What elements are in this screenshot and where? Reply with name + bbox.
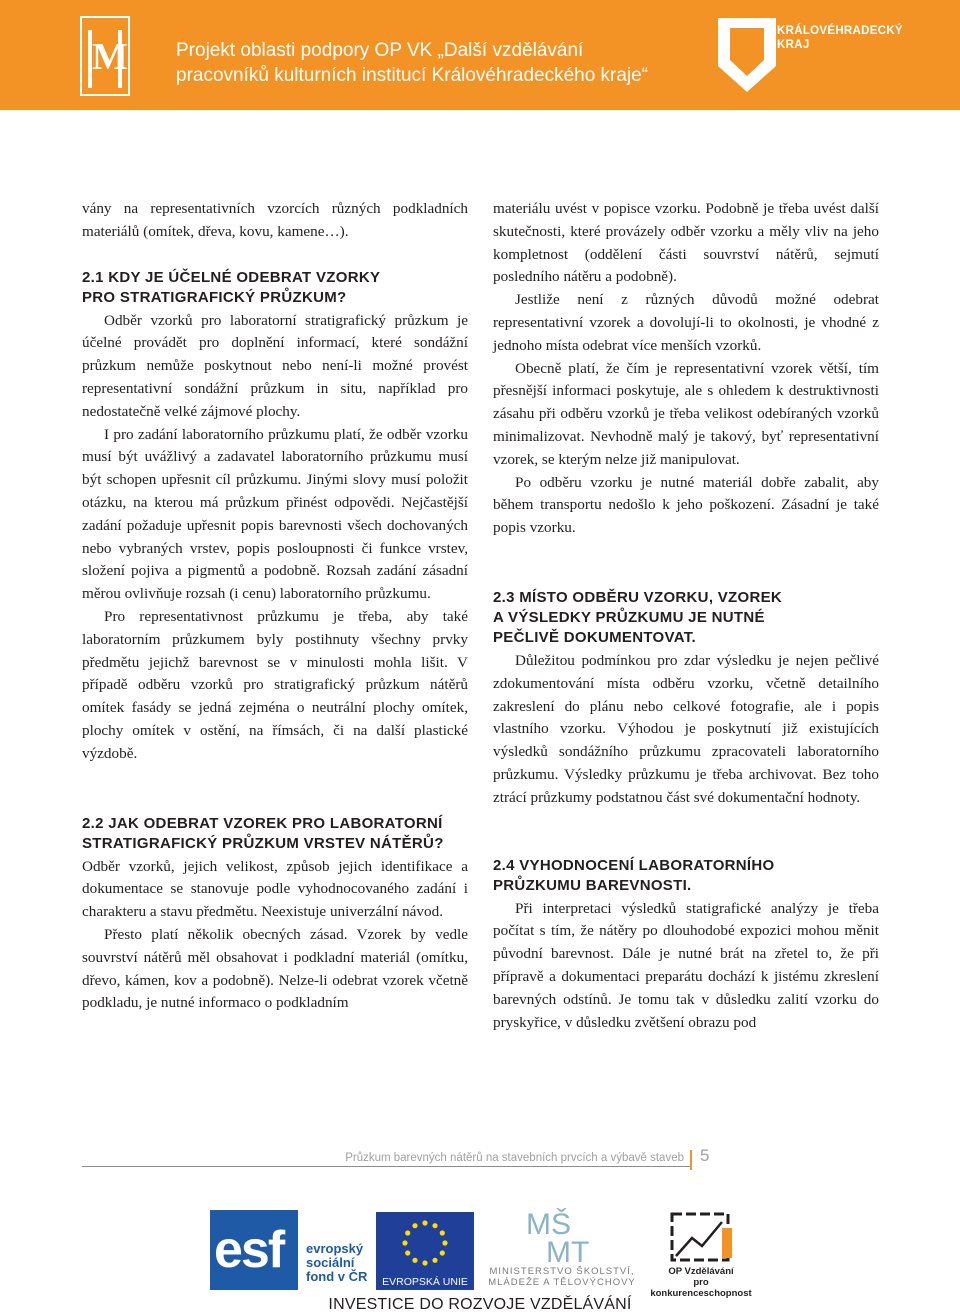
kraj-name-line2: KRAJ [777, 39, 810, 51]
section-2-3-heading [493, 588, 879, 648]
right-column [493, 198, 879, 1034]
msmt-label-line2: MLÁDEŽE A TĚLOVÝCHOVY [488, 1277, 636, 1288]
section-2-2-heading-line2: STRATIGRAFICKÝ PRŮZKUM VRSTEV NÁTĚRŮ? [82, 834, 444, 852]
kraj-name-line1: KRÁLOVÉHRADECKÝ [777, 25, 903, 37]
eu-logo [376, 1212, 474, 1290]
op-vk-emblem-icon [666, 1208, 736, 1266]
section-2-2-heading-line1: 2.2 JAK ODEBRAT VZOREK PRO LABORATORNÍ [82, 814, 443, 832]
section-2-4-heading-line2: PRŮZKUMU BAREVNOSTI. [493, 876, 692, 894]
op-vk-label-line1: OP Vzdělávání [668, 1266, 734, 1277]
esf-logo [210, 1210, 380, 1290]
section-2-3-heading-line3: PEČLIVĚ DOKUMENTOVAT. [493, 628, 696, 646]
esf-logo-mark: esf [214, 1221, 284, 1279]
esf-label-line3: fond v ČR [306, 1269, 368, 1284]
op-vk-label-line2: pro konkurenceschopnost [650, 1277, 752, 1299]
project-title [176, 38, 648, 88]
section-2-3-heading-line1: 2.3 MÍSTO ODBĚRU VZORKU, VZOREK [493, 588, 783, 606]
msmt-label-line1: MINISTERSTVO ŠKOLSTVÍ, [489, 1266, 635, 1277]
page-header [0, 0, 960, 110]
msmt-emblem-icon [524, 1208, 594, 1264]
section-2-4-paragraph: Při interpretaci výsledků statigrafické analýzy je třeba počítat s tím, že nátěry po dlouhodobé expozici mohou měnit původní barevnost. Dále je nutné brát na zřetel to, že při přípravě a dokumentaci preparátu dochází k jistému zkreslení barevných odstínů. Je tomu tak v důsledku zalití vzorku do pryskyřice, v důsledku zvětšení obrazu pod [493, 899, 879, 1031]
body-paragraph: Jestliže není z různých důvodů možné odebrat representativní vzorek a dovolují-li to okolnosti, je vhodné z jednoho místa odebrat více menších vzorků. [493, 291, 879, 354]
op-vk-logo [648, 1208, 754, 1299]
section-2-2-paragraph: Odběr vzorků, jejich velikost, způsob jejich identifikace a dokumentace se stanovuje podle vyhodnocovaného zadání i charakteru a stavu předmětu. Neexistuje univerzální návod. [82, 857, 468, 921]
page-number: 5 [700, 1146, 710, 1165]
section-2-1-paragraph: Odběr vzorků pro laboratorní stratigrafický průzkum je účelné provádět pro doplnění informací, které sondážní průzkum nemůže poskytnout nebo není-li možné provést representativní sondážní průzkum in situ, například pro nedostatečně velké zájmové plochy. [82, 311, 468, 420]
eu-label: EVROPSKÁ UNIE [376, 1274, 474, 1290]
section-2-4-heading-line1: 2.4 VYHODNOCENÍ LABORATORNÍHO [493, 856, 775, 874]
project-title-line2: pracovníků kulturních institucí Královéhradeckého kraje“ [176, 65, 649, 86]
kraj-name [777, 24, 903, 52]
intro-paragraph: vány na representativních vzorcích různých podkladních materiálů (omítek, dřeva, kovu, kamene…). [82, 200, 468, 240]
section-2-2-paragraph: Přesto platí několik obecných zásad. Vzorek by vedle souvrství nátěrů měl obsahovat i podkladní materiál (omítku, dřevo, kámen, kov a podobně). Nelze-li odebrat vzorek včetně podkladu, je nutné informaco o podkladním [82, 925, 468, 1012]
left-column [82, 198, 468, 1015]
esf-label-line2: sociální [306, 1255, 355, 1270]
section-2-1-heading-line1: 2.1 KDY JE ÚČELNÉ ODEBRAT VZORKY [82, 268, 381, 286]
section-2-3-paragraph: Důležitou podmínkou pro zdar výsledku je nejen pečlivé zdokumentování místa odběru vzorku, včetně detailního zakreslení do plánu nebo celkové fotografie, ale i popis vlastního vzorku. Výhodou je poskytnutí již existujících výsledků sondážního průzkumu zpracovateli laboratorního průzkumu. Výsledky průzkumu je třeba archivovat. Bez toho ztrácí průzkumy podstatnou část své dokumentační hodnoty. [493, 651, 879, 806]
investment-slogan: INVESTICE DO ROZVOJE VZDĚLÁVÁNÍ [328, 1296, 632, 1313]
svg-text:MT: MT [546, 1236, 590, 1264]
section-2-2-heading [82, 814, 468, 854]
section-2-1-paragraph: I pro zadání laboratorního průzkumu platí, že odběr vzorku musí být uvážlivý a zadavatel laboratorního průzkumu musí být schopen upřesnit cíl průzkumu. Jinými slovy musí položit otázku, na kterou má průzkum přinést odpovědi. Nejčastější zadání požaduje upřesnit popis barevnosti všech dochovaných nebo vybraných vrstev, popis posloupnosti či funkce vrstev, složení pojiva a pigmentů a podobně. Rozsah zadání zásadní měrou ovlivňuje rozsah (i cenu) laboratorního průzkumu. [82, 425, 468, 603]
body-paragraph: Po odběru vzorku je nutné materiál dobře zabalit, aby během transportu nedošlo k jeho poškození. Zásadní je také popis vzorku. [493, 473, 879, 537]
eu-flag-icon [376, 1212, 474, 1274]
section-2-1-paragraph: Pro representativnost průzkumu je třeba, aby také laboratorním průzkumem byly postihnuty všechny prvky předmětu jejichž barevnost se v minulosti mohla lišit. V případě odběru vzorků pro stratigrafický průzkum nátěrů omítek fasády se jedná zejména o neutrální plochy omítek, plochy omítek v ostění, na římsách, či na další plastické výzdobě. [82, 607, 468, 762]
footer-caption: Průzkum barevných nátěrů na stavebních prvcích a výbavě staveb [345, 1152, 684, 1164]
kraj-logo-icon [718, 18, 776, 92]
footer-page-separator [690, 1150, 692, 1170]
body-paragraph: Obecně platí, že čím je representativní vzorek větší, tím přesnější informaci poskytuje, ale s ohledem k destruktivnosti zásahu při odběru vzorků je třeba velikost odebíraných vzorků minimalizovat. Nevhodně malý je takový, byť representativní vzorek, se kterým nelze již manipulovat. [493, 359, 879, 468]
msmt-logo [480, 1208, 644, 1290]
continuation-paragraph: materiálu uvést v popisce vzorku. Podobně je třeba uvést další skutečnosti, které provázely odběr vzorku a měly vliv na jeho kompletnost (oddělení části souvrství nátěrů, sejmutí posledního nátěru a podobně). [493, 200, 879, 286]
section-2-4-heading [493, 856, 879, 896]
section-2-1-heading-line2: PRO STRATIGRAFICKÝ PRŮZKUM? [82, 288, 347, 306]
footer-divider [82, 1166, 690, 1167]
svg-text:MŠ: MŠ [526, 1208, 571, 1241]
museum-logo-letter: M [92, 36, 128, 78]
project-title-line1: Projekt oblasti podpory OP VK „Další vzdělávání [176, 40, 584, 61]
museum-logo [80, 16, 130, 96]
section-2-1-heading [82, 268, 468, 308]
section-2-3-heading-line2: A VÝSLEDKY PRŮZKUMU JE NUTNÉ [493, 608, 765, 626]
esf-label-line1: evropský [306, 1241, 364, 1256]
